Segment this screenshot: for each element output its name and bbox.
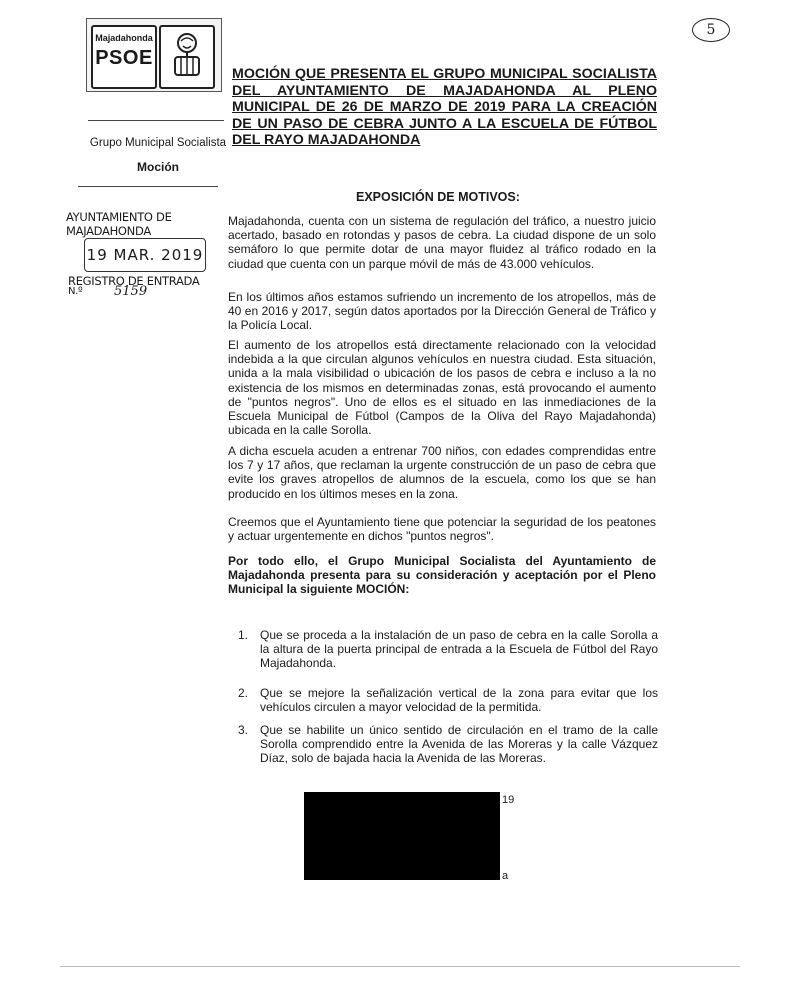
logo-town: Majadahonda [95,33,153,43]
paragraph-5: Creemos que el Ayuntamiento tiene que potenciar la seguridad de los peatones y actuar urgentemente en dichos "puntos negros". [228,515,656,544]
paragraph-1: Majadahonda, cuenta con un sistema de regulación del tráfico, a nuestro juicio acertado, basado en rotondas y pasos de cebra. La ciudad dispone de un solo semáforo lo que permite dotar de una mayor fluidez al tráfico rodado en la ciudad que cuenta con un parque móvil de más de 43.000 vehículos. [228,214,656,271]
motion-item-number: 3. [238,723,249,737]
rose-fist-icon [159,25,215,89]
divider-bottom [78,186,218,187]
logo-text-box [91,25,157,89]
motion-item-number: 1. [238,628,249,642]
motion-item-text: Que se proceda a la instalación de un paso de cebra en la calle Sorolla a la altura de la puerta principal de entrada a la Escuela de Fútbol del Rayo Majadahonda. [260,628,658,671]
page-bottom-line [60,966,740,967]
stamp-number-label: N.º [68,286,83,297]
document-title: MOCIÓN QUE PRESENTA EL GRUPO MUNICIPAL SOCIALISTA DEL AYUNTAMIENTO DE MAJADAHONDA AL PLENO MUNICIPAL DE 26 DE MARZO DE 2019 PARA LA CREACIÓN DE UN PASO DE CEBRA JUNTO A LA ESCUELA DE FÚTBOL DEL RAYO MAJADAHONDA [232,66,657,148]
stamp-entity: AYUNTAMIENTO DE MAJADAHONDA [66,210,172,238]
paragraph-2: En los últimos años estamos sufriendo un incremento de los atropellos, más de 40 en 2016 y 2017, según datos aportados por la Dirección General de Tráfico y la Policía Local. [228,290,656,333]
motion-item-2 [238,686,658,714]
logo-party: PSOE [95,47,153,69]
psoe-logo [86,18,222,92]
motion-item-number: 2. [238,686,249,700]
group-label: Grupo Municipal Socialista [89,137,227,149]
page-number-mark: 5 [692,18,730,42]
motion-item-text: Que se mejore la señalización vertical de la zona para evitar que los vehículos circulen a mayor velocidad de la permitida. [260,686,658,715]
motion-item-1 [238,628,658,671]
divider-top [88,120,224,121]
paragraph-3: El aumento de los atropellos está directamente relacionado con la velocidad indebida a la que circulan algunos vehículos en nuestra ciudad. Esta situación, unida a la mala visibilidad o ubicación de los pasos de cebra e incluso a la no existencia de los mismos en determinadas zonas, está provocando el aumento de "puntos negros". Uno de ellos es el situado en las inmediaciones de la Escuela Municipal de Fútbol (Campos de la Oliva del Rayo Majadahonda) ubicada en la calle Sorolla. [228,338,656,438]
stamp-number: 5159 [114,284,148,299]
signature-end-fragment: a [502,870,509,882]
signature-year-fragment: 19 [502,794,515,806]
motion-item-3 [238,723,658,766]
paragraph-4: A dicha escuela acuden a entrenar 700 niños, con edades comprendidas entre los 7 y 17 años, que reclaman la urgente construcción de un paso de cebra que evite los graves atropellos de alumnos de la escuela, como los que se han producido en los últimos meses en la zona. [228,444,656,501]
redacted-signature [304,792,500,880]
stamp-registry: REGISTRO DE ENTRADA [68,274,200,288]
doc-type-label: Moción [137,160,179,174]
motion-item-text: Que se habilite un único sentido de circulación en el tramo de la calle Sorolla comprendido entre la Avenida de las Moreras y la calle Vázquez Díaz, solo de bajada hacia la Avenida de las Moreras. [260,723,658,766]
section-heading: EXPOSICIÓN DE MOTIVOS: [356,190,520,204]
conclusion-paragraph: Por todo ello, el Grupo Municipal Socialista del Ayuntamiento de Majadahonda presenta para su consideración y aceptación por el Pleno Municipal la siguiente MOCIÓN: [228,554,656,597]
stamp-date: 19 MAR. 2019 [84,238,206,272]
registry-stamp [66,208,224,300]
